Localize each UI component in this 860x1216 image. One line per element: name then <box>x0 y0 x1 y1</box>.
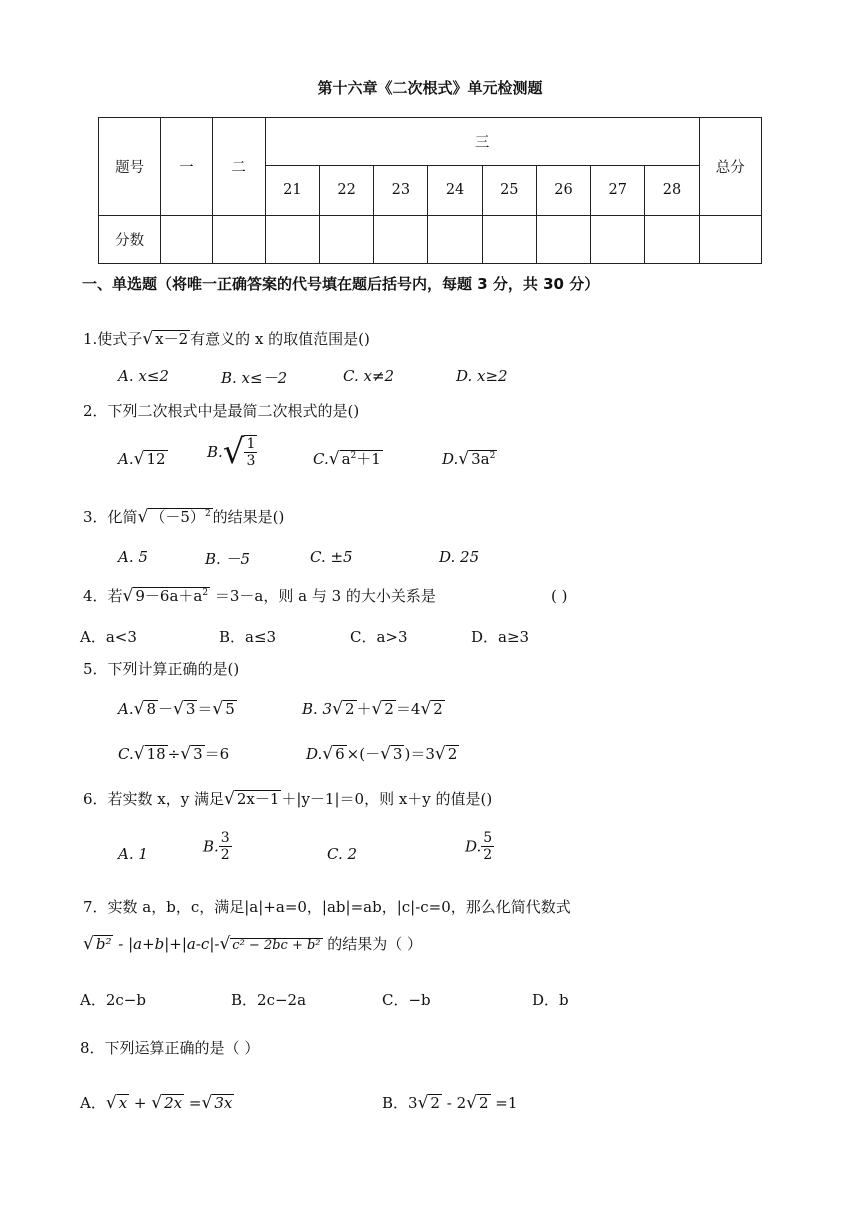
radicand-tail: ＋1 <box>356 450 381 468</box>
header-question-number: 题号 <box>99 118 161 216</box>
radicand: 2x <box>164 1094 183 1112</box>
option-label: B．3 <box>382 1094 418 1112</box>
header-q21: 21 <box>265 166 319 215</box>
q3-option-d[interactable]: D. 25 <box>439 548 480 566</box>
operator: )＝3 <box>404 745 435 763</box>
sqrt-icon: √ <box>142 329 154 349</box>
q5-option-c[interactable] <box>118 743 229 764</box>
expression-suffix: 的结果为（ ） <box>322 935 423 953</box>
denominator: 3 <box>246 453 256 469</box>
radicand: 2 <box>384 700 394 718</box>
exponent: 2 <box>350 451 357 461</box>
q6-option-d[interactable] <box>465 830 494 863</box>
q3-option-b[interactable]: B. －5 <box>205 550 251 568</box>
option-label: A. <box>118 450 134 468</box>
answer-bracket[interactable]: ( ) <box>551 587 568 605</box>
operator: ＝ <box>197 700 213 718</box>
question-3 <box>83 506 284 527</box>
option-label: D. <box>465 837 482 856</box>
option-label: B. 3 <box>302 700 333 718</box>
sqrt-icon: √ <box>420 699 432 719</box>
score-cell[interactable] <box>319 215 373 263</box>
section-heading: 一、单选题（将唯一正确答案的代号填在题后括号内，每题 3 分，共 30 分） <box>82 275 600 293</box>
radicand-base: a <box>341 450 351 468</box>
q4-option-a[interactable]: A．a<3 <box>80 628 137 646</box>
operator: － <box>158 700 174 718</box>
radicand: 2 <box>478 1094 489 1112</box>
q1-prefix: 1.使式子 <box>83 330 143 348</box>
question-7: 7．实数 a，b，c，满足|a|+a=0，|ab|=ab，|c|-c=0，那么化简代数式 <box>83 898 571 916</box>
q3-suffix: 的结果是() <box>212 508 285 526</box>
q6-option-a[interactable]: A. 1 <box>118 845 148 863</box>
fraction <box>481 830 494 863</box>
score-cell[interactable] <box>699 215 761 263</box>
q6-suffix: ＋|y－1|＝0，则 x＋y 的值是() <box>281 790 493 808</box>
sqrt-icon: √ <box>458 449 470 469</box>
q6-option-c[interactable]: C. 2 <box>327 845 358 863</box>
fraction <box>219 830 232 863</box>
score-cell[interactable] <box>482 215 536 263</box>
q1-option-a[interactable]: A. x≤2 <box>118 367 169 385</box>
sqrt-icon: √ <box>201 1093 213 1113</box>
radicand <box>469 450 497 468</box>
q4-option-b[interactable]: B．a≤3 <box>219 628 277 646</box>
radicand: 5 <box>225 700 235 718</box>
numerator: 1 <box>246 435 256 452</box>
score-cell[interactable] <box>265 215 319 263</box>
q3-radicand <box>148 508 212 526</box>
q1-suffix: 有意义的 x 的取值范围是() <box>190 330 370 348</box>
q1-option-c[interactable]: C. x≠2 <box>343 367 395 385</box>
q2-option-a[interactable] <box>118 449 168 469</box>
q7-option-d[interactable]: D．b <box>532 991 569 1009</box>
question-2: 2．下列二次根式中是最简二次根式的是() <box>83 402 360 420</box>
q4-option-c[interactable]: C．a>3 <box>350 628 408 646</box>
q7-option-a[interactable]: A．2c−b <box>80 991 146 1009</box>
radicand: 2 <box>433 700 443 718</box>
header-q24: 24 <box>428 166 482 215</box>
sqrt-icon: √ <box>151 1093 163 1113</box>
sqrt-icon: √ <box>133 449 145 469</box>
radicand: 3 <box>185 700 196 718</box>
operator: =1 <box>490 1094 518 1112</box>
q4-option-d[interactable]: D．a≥3 <box>471 628 530 646</box>
radicand-base: 3a <box>471 450 490 468</box>
page-title: 第十六章《二次根式》单元检测题 <box>317 79 543 97</box>
q7-option-c[interactable]: C．−b <box>382 991 431 1009</box>
numerator: 3 <box>220 830 230 846</box>
sqrt-icon: √ <box>133 699 145 719</box>
radicand: b² <box>95 935 112 953</box>
operator: + <box>129 1094 152 1112</box>
header-section-one: 一 <box>161 118 212 216</box>
score-row-label: 分数 <box>99 215 161 263</box>
option-label: A． <box>80 1094 106 1112</box>
exponent: 2 <box>202 588 209 598</box>
q6-radicand: 2x－1 <box>236 790 280 808</box>
operator: = <box>184 1094 202 1112</box>
q8-option-b[interactable] <box>382 1092 517 1113</box>
sqrt-icon: √ <box>380 744 391 764</box>
sqrt-icon: √ <box>434 744 446 764</box>
header-q25: 25 <box>482 166 536 215</box>
sqrt-icon: √ <box>173 699 184 719</box>
q4-suffix: ＝3－a，则 a 与 3 的大小关系是 <box>210 587 436 605</box>
radicand <box>340 450 383 468</box>
numerator: 5 <box>483 830 493 846</box>
exponent: 2 <box>489 451 496 461</box>
sqrt-icon: √ <box>212 699 224 719</box>
denominator: 2 <box>220 847 230 864</box>
header-q23: 23 <box>374 166 428 215</box>
denominator: 2 <box>483 847 493 864</box>
sqrt-icon: √ <box>122 586 134 606</box>
q3-option-c[interactable]: C. ±5 <box>310 548 353 566</box>
sqrt-icon: √ <box>328 449 340 469</box>
score-cell[interactable] <box>161 215 212 263</box>
q5-option-d[interactable] <box>306 743 459 764</box>
sqrt-icon: √ <box>224 789 235 809</box>
q3-prefix: 3．化简 <box>83 508 138 526</box>
q6-option-b[interactable] <box>203 830 232 863</box>
score-cell[interactable] <box>591 215 645 263</box>
q2-option-c[interactable] <box>313 449 383 469</box>
radicand: 2 <box>344 700 355 718</box>
q6-prefix: 6．若实数 x，y 满足 <box>83 790 225 808</box>
q7-option-b[interactable]: B．2c−2a <box>231 991 307 1009</box>
radicand: c² − 2bc + b² <box>232 938 321 953</box>
score-cell[interactable] <box>428 215 482 263</box>
header-q22: 22 <box>319 166 373 215</box>
sqrt-icon: √ <box>332 699 343 719</box>
q1-option-b[interactable]: B. x≤－2 <box>221 369 288 387</box>
radicand: 8 <box>146 700 156 718</box>
q4-radicand <box>133 587 210 605</box>
radicand: 18 <box>146 745 166 763</box>
sqrt-icon: √ <box>137 507 149 527</box>
q7-expression <box>83 933 422 954</box>
q1-radicand: x－2 <box>155 330 189 348</box>
sqrt-icon: √ <box>417 1093 429 1113</box>
score-cell[interactable] <box>212 215 265 263</box>
header-q28: 28 <box>645 166 699 215</box>
fraction <box>244 435 257 469</box>
header-q27: 27 <box>591 166 645 215</box>
sqrt-icon: √ <box>322 744 334 764</box>
question-6 <box>83 788 492 809</box>
radicand: x <box>118 1094 128 1112</box>
radicand: 3x <box>214 1094 233 1112</box>
radicand: 6 <box>335 745 345 763</box>
option-label: A. <box>118 700 134 718</box>
sqrt-icon: √ <box>105 1093 117 1113</box>
operator: ＋ <box>356 700 372 718</box>
header-section-three: 三 <box>265 118 699 166</box>
sqrt-icon: √ <box>466 1093 477 1113</box>
header-q26: 26 <box>536 166 590 215</box>
score-cell[interactable] <box>374 215 428 263</box>
header-total: 总分 <box>699 118 761 216</box>
q2-option-d[interactable] <box>442 449 497 469</box>
exponent: 2 <box>204 509 211 519</box>
sqrt-icon: √ <box>83 934 94 954</box>
sqrt-icon: √ <box>180 744 192 764</box>
operator: ＝4 <box>395 700 421 718</box>
q2-option-b[interactable] <box>207 432 257 472</box>
question-5: 5．下列计算正确的是() <box>83 660 240 678</box>
sqrt-icon: √ <box>222 432 245 472</box>
q5-option-b[interactable] <box>302 698 445 719</box>
operator: ×(－ <box>346 745 381 763</box>
operator: ÷ <box>167 745 181 763</box>
q8-option-a[interactable] <box>80 1092 234 1113</box>
q4-prefix: 4．若 <box>83 587 123 605</box>
question-1 <box>83 328 370 349</box>
question-4 <box>83 585 436 606</box>
radicand: 3 <box>392 745 403 763</box>
question-8: 8．下列运算正确的是（ ） <box>80 1039 260 1057</box>
q5-option-a[interactable] <box>118 698 237 719</box>
header-section-two: 二 <box>212 118 265 216</box>
sqrt-icon: √ <box>371 699 383 719</box>
score-cell[interactable] <box>536 215 590 263</box>
radicand-base: （－5） <box>150 508 205 526</box>
sqrt-icon: √ <box>133 744 145 764</box>
option-label: B. <box>207 443 223 461</box>
radicand-base: 9－6a＋a <box>135 587 203 605</box>
option-label: B. <box>203 837 219 856</box>
sqrt-icon: √ <box>219 934 231 954</box>
option-label: C. <box>313 450 329 468</box>
score-table <box>98 117 762 264</box>
radicand: 2 <box>430 1094 440 1112</box>
option-label: C. <box>118 745 134 763</box>
option-label: D. <box>442 450 459 468</box>
q1-option-d[interactable]: D. x≥2 <box>456 367 508 385</box>
radicand: 12 <box>146 450 166 468</box>
radicand: 3 <box>193 745 203 763</box>
score-cell[interactable] <box>645 215 699 263</box>
operator: - 2 <box>441 1094 467 1112</box>
option-label: D. <box>306 745 323 763</box>
q3-option-a[interactable]: A. 5 <box>118 548 148 566</box>
expression-middle: - |a+b|+|a-c|- <box>113 935 220 953</box>
radicand: 2 <box>447 745 458 763</box>
operator: ＝6 <box>204 745 230 763</box>
